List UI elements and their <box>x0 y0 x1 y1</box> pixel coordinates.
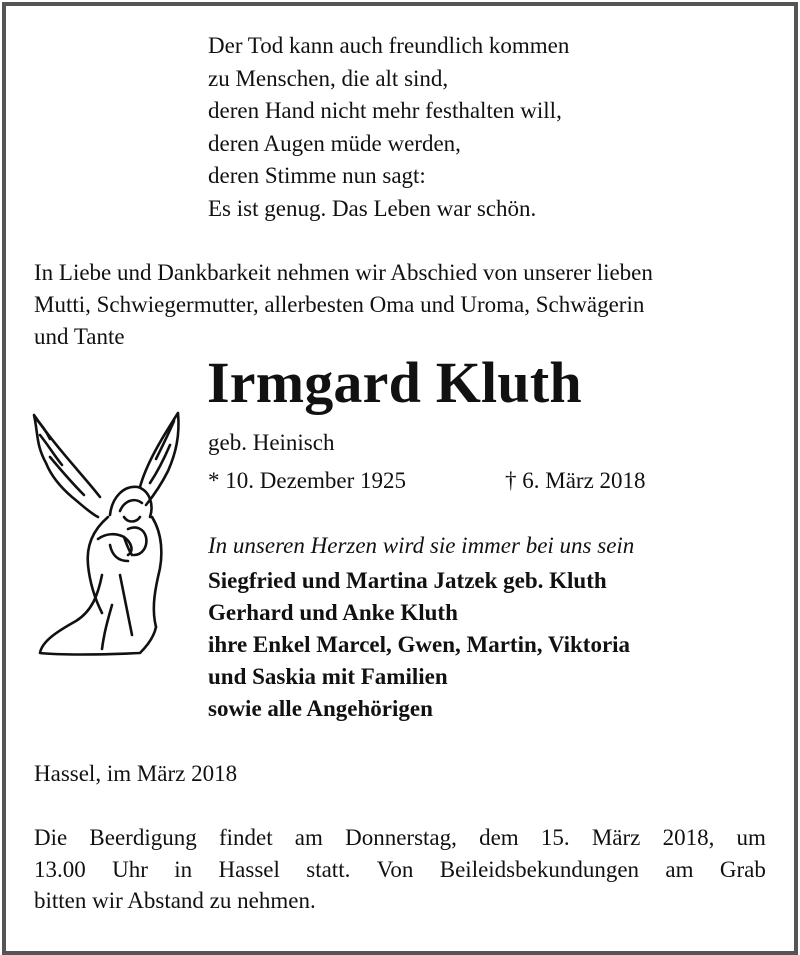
life-dates <box>208 466 646 496</box>
funeral-word: am <box>665 856 694 882</box>
mourners-list <box>208 565 630 725</box>
mourner-line: Siegfried und Martina Jatzek geb. Kluth <box>208 568 607 593</box>
angel-icon <box>28 405 188 660</box>
mourner-line: ihre Enkel Marcel, Gwen, Martin, Viktoria <box>208 632 631 657</box>
funeral-word: Grab <box>719 856 766 882</box>
poem-line: Es ist genug. Das Leben war schön. <box>208 195 537 221</box>
intro-text <box>34 257 766 353</box>
funeral-word: Beileidsbekundungen <box>439 856 640 882</box>
funeral-word: in <box>174 856 193 882</box>
poem-line: deren Hand nicht mehr festhalten will, <box>208 98 562 123</box>
maiden-name: geb. Heinisch <box>208 430 335 455</box>
mourner-line: Gerhard und Anke Kluth <box>208 600 458 625</box>
funeral-word: 15. <box>540 825 570 850</box>
funeral-word: um <box>736 825 766 850</box>
mourner-line: sowie alle Angehörigen <box>208 696 433 721</box>
place-date: Hassel, im März 2018 <box>34 761 238 786</box>
funeral-notice <box>34 822 766 917</box>
funeral-word: Die <box>34 825 68 850</box>
death-date: † 6. März 2018 <box>505 468 646 493</box>
funeral-word: März <box>591 825 641 850</box>
intro-line: Mutti, Schwiegermutter, allerbesten Oma und Uroma, Schwägerin <box>34 292 645 317</box>
funeral-line-2 <box>34 854 766 886</box>
funeral-word: Uhr <box>112 856 148 882</box>
funeral-word: Hassel <box>218 856 280 882</box>
poem <box>208 30 569 225</box>
funeral-word: Beerdigung <box>89 825 197 850</box>
funeral-word: Donnerstag, <box>345 825 457 850</box>
poem-line: deren Augen müde werden, <box>208 130 461 156</box>
funeral-word: statt. <box>306 856 351 882</box>
poem-line: zu Menschen, die alt sind, <box>208 65 449 91</box>
deceased-name: Irmgard Kluth <box>207 350 582 415</box>
funeral-line-3: bitten wir Abstand zu nehmen. <box>34 888 316 913</box>
intro-line: In Liebe und Dankbarkeit nehmen wir Abschied von unserer lieben <box>34 260 653 285</box>
poem-line: Der Tod kann auch freundlich kommen <box>208 33 570 58</box>
funeral-line-1 <box>34 822 766 854</box>
funeral-word: 2018, <box>662 825 715 850</box>
motto: In unseren Herzen wird sie immer bei uns sein <box>208 533 635 558</box>
funeral-word: Von <box>376 856 414 882</box>
birth-date: * 10. Dezember 1925 <box>208 468 406 493</box>
intro-line: und Tante <box>34 324 125 349</box>
poem-line: deren Stimme nun sagt: <box>208 163 426 188</box>
funeral-word: dem <box>479 825 519 850</box>
funeral-word: 13.00 <box>34 856 86 882</box>
funeral-word: findet <box>218 825 273 850</box>
funeral-word: am <box>294 825 323 850</box>
mourner-line: und Saskia mit Familien <box>208 664 448 689</box>
